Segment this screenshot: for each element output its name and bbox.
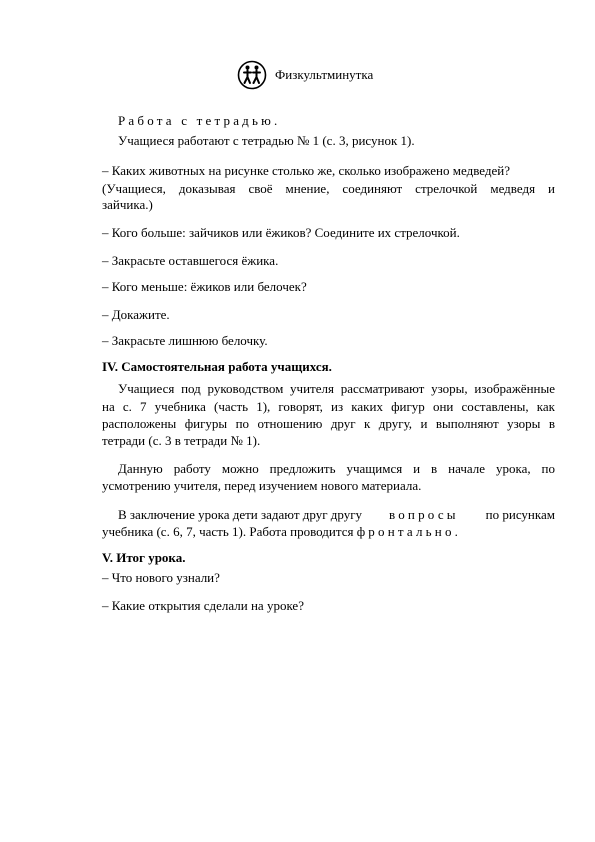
text-segment: В заключение урока дети задают друг другу [118, 507, 363, 522]
question-line: – Каких животных на рисунке столько же, сколько изображено медведей? [102, 163, 510, 178]
paragraph-line: тетради (с. 3 в тетради № 1). [102, 433, 261, 448]
paragraph-line: расположены фигуры по отношению друг к другу, и выполняют узоры в [102, 416, 555, 431]
spaced-label-text: Работа с тетрадью. [118, 113, 281, 128]
header-title: Физкультминутка [275, 67, 374, 82]
question-line: – Закрасьте оставшегося ёжика. [102, 253, 279, 268]
text-segment: по рисункам [485, 507, 555, 522]
question-line: – Какие открытия сделали на уроке? [102, 598, 304, 613]
question-line: – Кого больше: зайчиков или ёжиков? Соедините их стрелочкой. [102, 225, 460, 240]
paragraph-line: Данную работу можно предложить учащимся и в начале урока, по [118, 461, 555, 476]
paragraph-line: на с. 7 учебника (часть 1), говорят, из каких фигур они составлены, как [102, 399, 555, 414]
text-segment: учебника (с. 6, 7, часть 1). Работа проводится [102, 524, 354, 539]
paragraph-line: Учащиеся под руководством учителя рассматривают узоры, изображённые [118, 381, 555, 396]
spaced-word: вопросы [388, 507, 459, 522]
question-line: – Докажите. [102, 307, 170, 322]
question-line: – Кого меньше: ёжиков или белочек? [102, 279, 307, 294]
question-line: зайчика.) [102, 197, 153, 212]
question-line: – Закрасьте лишнюю белочку. [102, 333, 268, 348]
paragraph-text: Учащиеся работают с тетрадью № 1 (с. 3, рисунок 1). [118, 133, 415, 148]
section-title [102, 549, 185, 566]
paragraph-line [118, 506, 555, 523]
paragraph-line: усмотрению учителя, перед изучением нового материала. [102, 478, 422, 493]
section-title-text: IV. Самостоятельная работа учащихся. [102, 359, 332, 374]
two-people-running-icon [237, 60, 267, 90]
spaced-word: фронтально. [356, 524, 462, 539]
paragraph-line [102, 523, 461, 540]
section-header [0, 60, 595, 90]
question-line: – Что нового узнали? [102, 570, 220, 585]
paragraph-label [118, 112, 281, 129]
question-line: (Учащиеся, доказывая своё мнение, соединяют стрелочкой медведя и [102, 181, 555, 196]
section-title-text: V. Итог урока. [102, 550, 186, 565]
section-title [102, 358, 332, 375]
